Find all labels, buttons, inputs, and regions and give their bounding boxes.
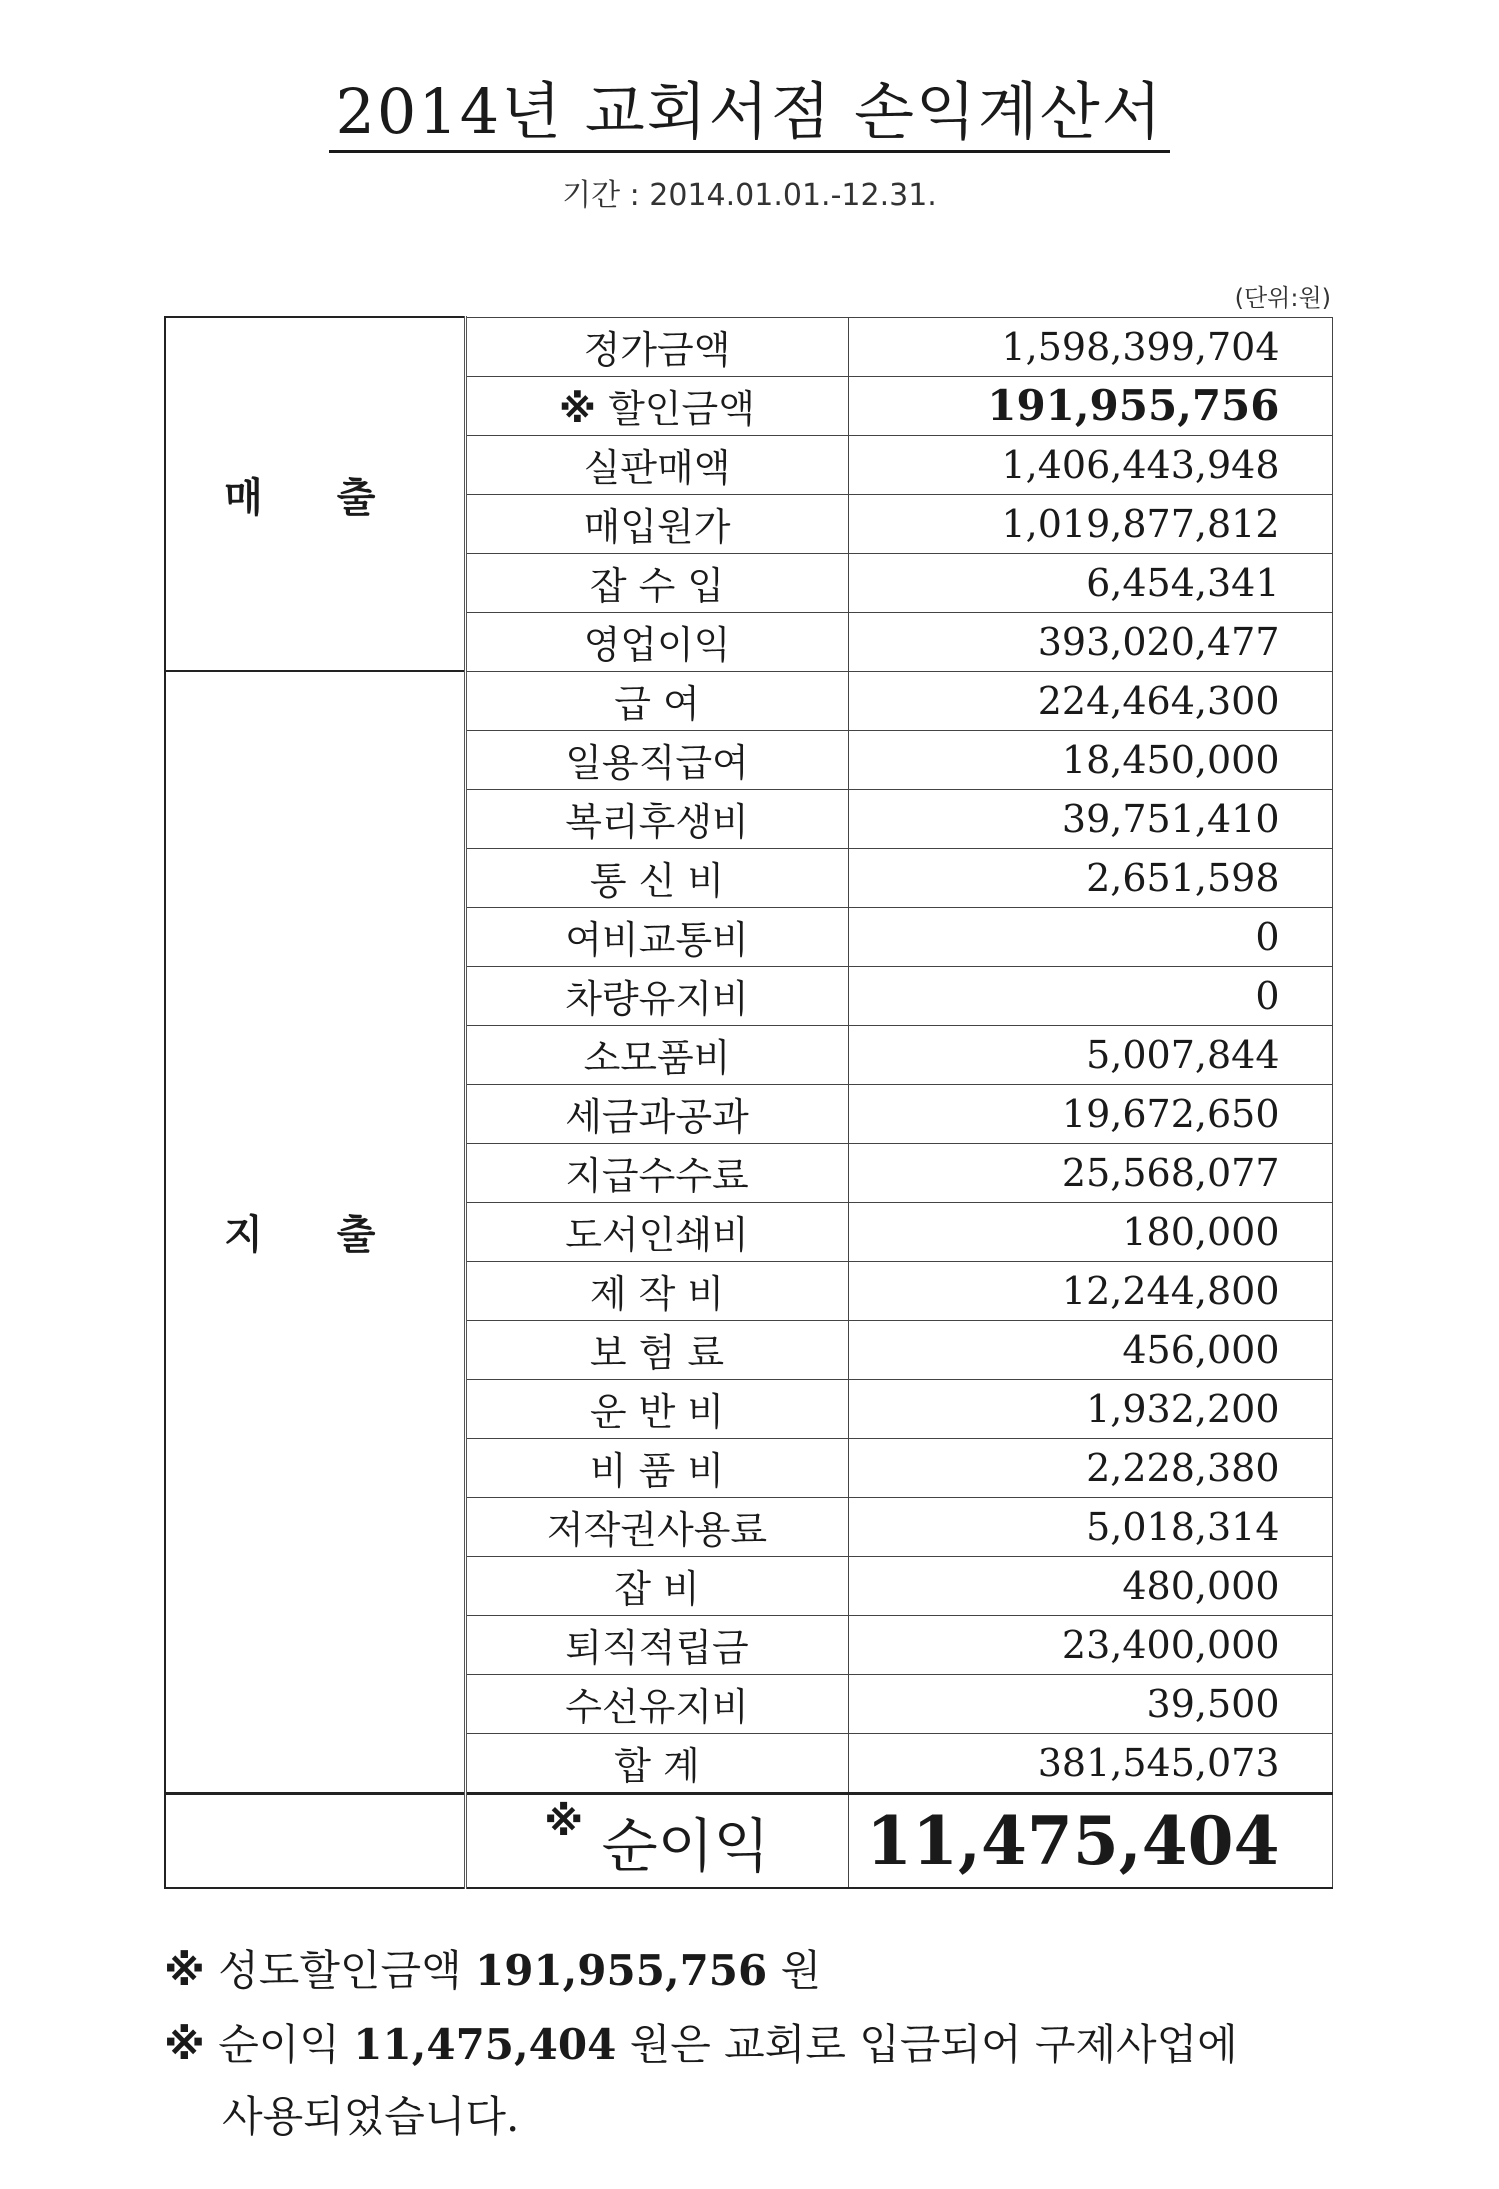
- row-value: 0: [848, 907, 1332, 966]
- row-label: 세금과공과: [465, 1084, 848, 1143]
- row-label: 보 험 료: [465, 1320, 848, 1379]
- row-value: 393,020,477: [848, 612, 1332, 671]
- document-title-wrap: [0, 62, 1499, 151]
- note-discount-unit: 원: [780, 1946, 822, 1995]
- row-label: 잡 비: [465, 1556, 848, 1615]
- row-label: 소모품비: [465, 1025, 848, 1084]
- row-value: 180,000: [848, 1202, 1332, 1261]
- note-discount: [164, 1938, 821, 1998]
- row-value: 1,932,200: [848, 1379, 1332, 1438]
- note-net-rest: 원은 교회로 입금되어 구제사업에: [629, 2020, 1238, 2069]
- reference-mark: ※: [544, 1798, 584, 1845]
- row-label: 수선유지비: [465, 1674, 848, 1733]
- row-label-text: 잡 수 입: [589, 564, 725, 608]
- row-label: 퇴직적립금: [465, 1615, 848, 1674]
- unit-text: (단위:원): [1234, 284, 1331, 312]
- row-label-text: 정가금액: [583, 328, 731, 372]
- group-label-sales: 매 출: [165, 317, 465, 671]
- row-value: 0: [848, 966, 1332, 1025]
- period-text: 기간 : 2014.01.01.-12.31.: [562, 178, 937, 213]
- row-value: 191,955,756: [848, 376, 1332, 435]
- document-title: 2014년 교회서점 손익계산서: [329, 75, 1169, 153]
- row-label-text: 영업이익: [583, 623, 731, 667]
- row-value: 19,672,650: [848, 1084, 1332, 1143]
- row-value: 6,454,341: [848, 553, 1332, 612]
- row-value: 1,406,443,948: [848, 435, 1332, 494]
- row-label: [465, 317, 848, 376]
- row-label: [465, 612, 848, 671]
- row-value: 456,000: [848, 1320, 1332, 1379]
- row-label-text: 매입원가: [583, 505, 731, 549]
- income-statement-table: [164, 316, 1333, 1889]
- row-value: 23,400,000: [848, 1615, 1332, 1674]
- row-label: 여비교통비: [465, 907, 848, 966]
- row-label: 합 계: [465, 1733, 848, 1793]
- row-label: 저작권사용료: [465, 1497, 848, 1556]
- note-discount-value: 191,955,756: [475, 1946, 768, 1995]
- table-row: [165, 317, 1332, 376]
- row-value: 25,568,077: [848, 1143, 1332, 1202]
- row-value: 39,751,410: [848, 789, 1332, 848]
- row-label: 제 작 비: [465, 1261, 848, 1320]
- row-value: 1,019,877,812: [848, 494, 1332, 553]
- net-profit-value: 11,475,404: [848, 1793, 1332, 1888]
- row-label: 통 신 비: [465, 848, 848, 907]
- row-label: [465, 376, 848, 435]
- note-net-value: 11,475,404: [353, 2020, 617, 2069]
- row-label: 일용직급여: [465, 730, 848, 789]
- note-net-continuation: 사용되었습니다.: [222, 2092, 520, 2141]
- row-label: 복리후생비: [465, 789, 848, 848]
- row-label: 급 여: [465, 671, 848, 730]
- reference-mark: ※: [559, 387, 596, 431]
- net-profit-label-text: 순이익: [601, 1811, 770, 1880]
- table-row: [165, 671, 1332, 730]
- row-value: 5,007,844: [848, 1025, 1332, 1084]
- row-value: 381,545,073: [848, 1733, 1332, 1793]
- row-label: [465, 553, 848, 612]
- row-value: 2,228,380: [848, 1438, 1332, 1497]
- row-value: 12,244,800: [848, 1261, 1332, 1320]
- net-profit-row: [165, 1793, 1332, 1888]
- row-label-text: 실판매액: [583, 446, 731, 490]
- row-value: 39,500: [848, 1674, 1332, 1733]
- row-label: [465, 494, 848, 553]
- row-value: 5,018,314: [848, 1497, 1332, 1556]
- row-label: 지급수수료: [465, 1143, 848, 1202]
- group-label-expenses: 지 출: [165, 671, 465, 1793]
- net-profit-blank: [165, 1793, 465, 1888]
- row-value: 480,000: [848, 1556, 1332, 1615]
- row-value: 18,450,000: [848, 730, 1332, 789]
- row-value: 2,651,598: [848, 848, 1332, 907]
- note-discount-label: 성도할인금액: [218, 1946, 462, 1995]
- net-profit-label: [465, 1793, 848, 1888]
- note-net-label: 순이익: [218, 2020, 340, 2069]
- row-label-text: 할인금액: [608, 387, 755, 431]
- row-value: 1,598,399,704: [848, 317, 1332, 376]
- row-label: [465, 435, 848, 494]
- reference-mark: ※: [164, 2020, 205, 2069]
- row-value: 224,464,300: [848, 671, 1332, 730]
- row-label: 차량유지비: [465, 966, 848, 1025]
- row-label: 도서인쇄비: [465, 1202, 848, 1261]
- row-label: 비 품 비: [465, 1438, 848, 1497]
- note-net-profit: [164, 2012, 1238, 2072]
- reference-mark: ※: [164, 1946, 205, 1995]
- row-label: 운 반 비: [465, 1379, 848, 1438]
